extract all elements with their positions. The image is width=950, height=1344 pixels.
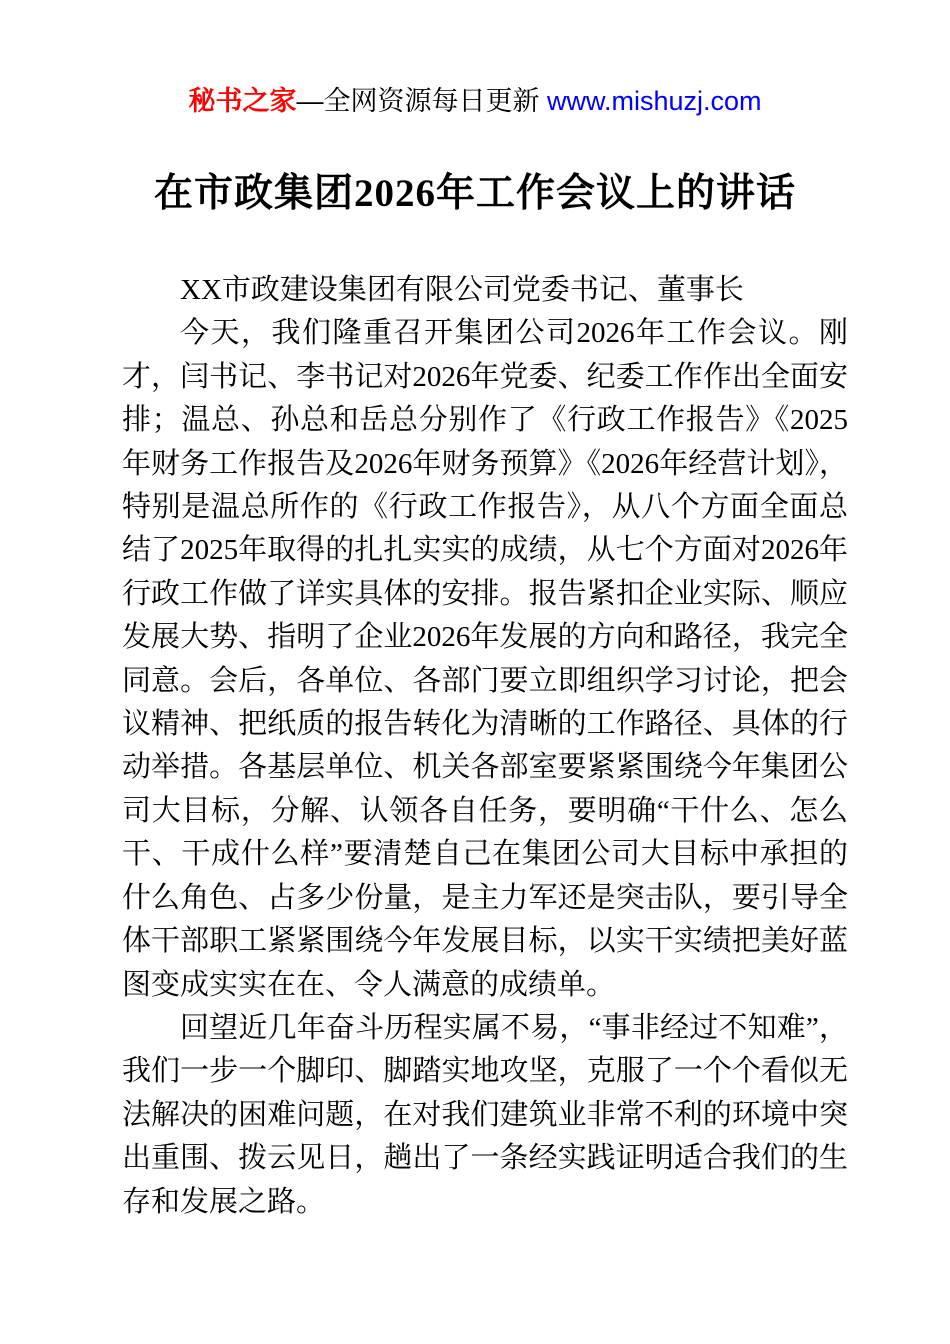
document-body xyxy=(122,269,848,1224)
paragraph-review-remarks: 回望近几年奋斗历程实属不易，“事非经过不知难”，我们一步一个脚印、脚踏实地攻坚，克服了一个个看似无法解决的困难问题，在对我们建筑业非常不利的环境中突出重围、拨云见日，趟出了一条经实践证明适合我们的生存和发展之路。 xyxy=(122,1011,848,1218)
site-url-link[interactable]: www.mishuzj.com xyxy=(546,86,762,116)
site-tagline: —全网资源每日更新 xyxy=(296,86,547,116)
page-title: 在市政集团2026年工作会议上的讲话 xyxy=(153,172,796,215)
paragraph-byline: XX市政建设集团有限公司党委书记、董事长 xyxy=(180,274,744,306)
site-brand: 秘书之家 xyxy=(188,86,297,116)
paragraph-opening-remarks: 今天，我们隆重召开集团公司2026年工作会议。刚才，闫书记、李书记对2026年党委、纪委工作作出全面安排；温总、孙总和岳总分别作了《行政工作报告》《2025年财务工作报告及2026年财务预算》《2026年经营计划》，特别是温总所作的《行政工作报告》，从八个方面全面总结了2025年取得的扎扎实实的成绩，从七个方面对2026年行政工作做了详实具体的安排。报告紧扣企业实际、顺应发展大势、指明了企业2026年发展的方向和路径，我完全同意。会后，各单位、各部门要立即组织学习讨论，把会议精神、把纸质的报告转化为清晰的工作路径、具体的行动举措。各基层单位、机关各部室要紧紧围绕今年集团公司大目标，分解、认领各自任务，要明确“干什么、怎么干、干成什么样”要清楚自己在集团公司大目标中承担的什么角色、占多少份量，是主力军还是突击队，要引导全体干部职工紧紧围绕今年发展目标，以实干实绩把美好蓝图变成实实在在、令人满意的成绩单。 xyxy=(122,317,848,1001)
site-header xyxy=(0,84,950,118)
